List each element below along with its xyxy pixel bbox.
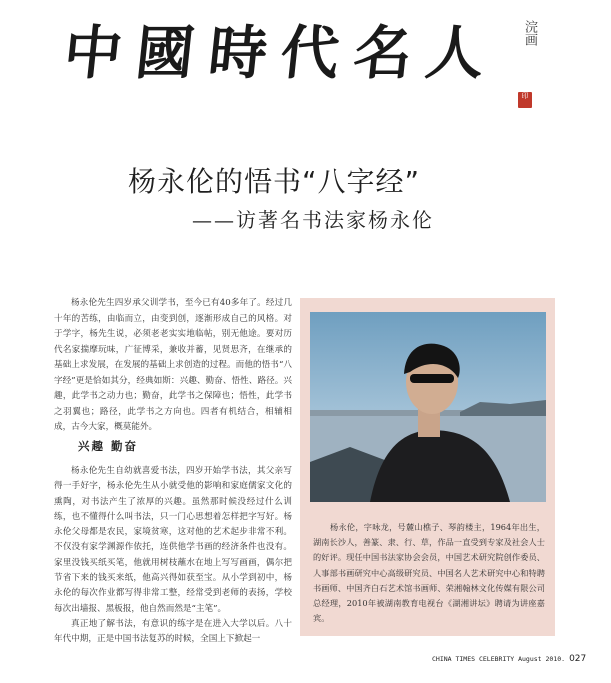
calligraphy-signature: 浣画 [522, 20, 537, 46]
portrait-photo-illustration [310, 312, 546, 502]
masthead-char: 國 [132, 19, 198, 87]
intro-paragraph: 杨永伦先生四岁承父训学书，至今已有40多年了。经过几十年的苦练，由临而立，由变到创，逐渐形成自己的风格。对于学字，杨先生说，必须老老实实地临帖，别无他途。要对历代名家揣摩玩味，广征博采，兼收并蓄，见贤思齐，在继承的基础上求发展，在发展的基础上求创造的过程。而他的悟书“八字经”更是恰如其分，经典如斯：兴趣、勤奋、悟性、路径。兴趣，此学书之动力也；勤奋，此学书之保障也；悟性，此学书之羽翼也；路径，此学书之方向也。四者有机结合，相辅相成，古今大家，概莫能外。 [54, 298, 292, 432]
article-body [54, 464, 292, 648]
page-footer [432, 654, 587, 664]
section-heading: 兴趣 勤奋 [78, 439, 139, 453]
photo-caption: 杨永伦，字咏龙，号麓山樵子、琴韵楼主，1964年出生，湖南长沙人，善篆、隶、行、草，作品一直受到专家及社会人士的好评。现任中国书法家协会会员，中国艺术研究院创作委员、人事部书画研究中心高级研究员、中国名人艺术研究中心和特聘书画师、中国齐白石艺术馆书画师、荣湘翰林文化传媒有限公司总经理，2010年被湖南教育电视台《湖湘讲坛》聘请为讲座嘉宾。 [313, 522, 545, 624]
masthead-title [60, 18, 488, 88]
masthead-char: 中 [60, 19, 126, 87]
body-paragraph: 真正地了解书法，有意识的练字是在进入大学以后。八十年代中期，正是中国书法复苏的时候，全国上下掀起一 [54, 618, 292, 645]
masthead-char: 時 [205, 19, 271, 87]
page-number: 027 [569, 654, 587, 664]
article-title: 杨永伦的悟书“八字经” [128, 165, 421, 198]
masthead-char: 名 [349, 19, 416, 87]
masthead-char: 人 [422, 19, 488, 87]
masthead-char: 代 [277, 19, 343, 87]
portrait-photo [310, 312, 546, 502]
article-subtitle: ——访著名书法家杨永伦 [192, 208, 434, 232]
magazine-footer-text: CHINA TIMES CELEBRITY August 2010. [432, 655, 566, 663]
red-seal-stamp: 印 [518, 92, 532, 108]
body-paragraph: 杨永伦先生自幼就喜爱书法，四岁开始学书法，其父亲写得一手好字，杨永伦先生从小就受他的影响和家庭儒家文化的熏陶，对书法产生了浓厚的兴趣。虽然那时候没经过什么训练，也不懂得什么叫书法，只一门心思想着怎样把字写好。杨永伦父母都是农民，家境贫寒，这对他的艺术起步非常不利。不仅没有家学渊源作依托，连供他学书画的经济条件也没有。家里没钱买纸买笔，他就用树枝蘸水在地上写写画画，偶尔把节省下来的钱买来纸，他高兴得如获至宝。从小学到初中，杨永伦的每次作业都写得非常工整，经常受到老师的表扬，学校每次出墙报、黑板报，他自然而然是“主笔”。 [54, 466, 292, 614]
